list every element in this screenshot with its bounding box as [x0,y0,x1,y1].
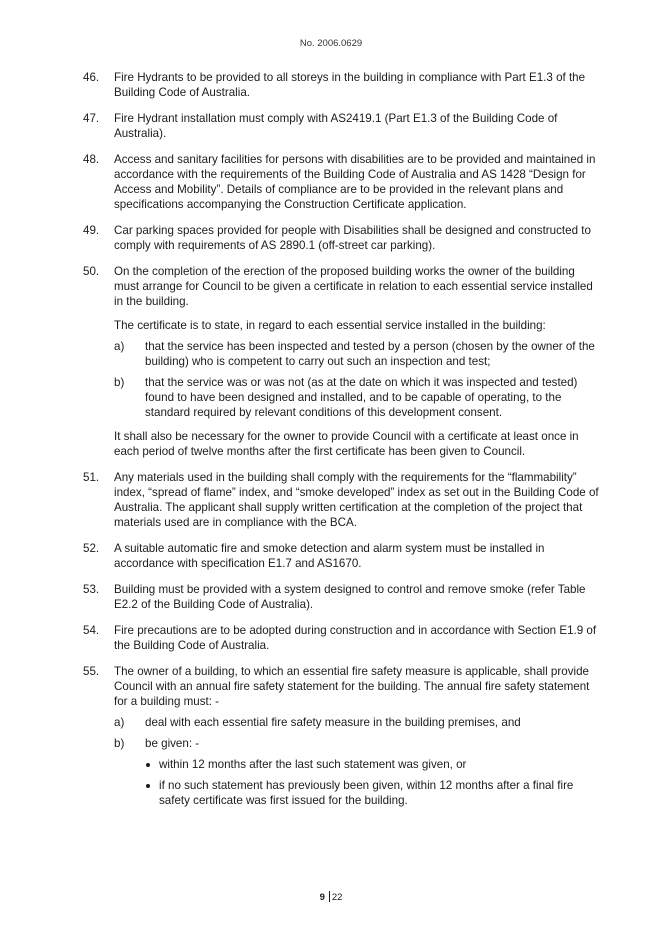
condition-item [83,152,603,212]
bullet-text: if no such statement has previously been given, within 12 months after a final fire safety certificate was first issued for the building. [159,779,574,807]
sub-item-text: that the service was or was not (as at the date on which it was inspected and tested) found to have been designed and installed, and to be capable of operating, to the standard required by relevant conditions of this development consent. [145,376,578,419]
page-total: 22 [331,892,343,903]
sub-item [114,736,603,808]
sub-item-text: that the service has been inspected and tested by a person (chosen by the owner of the building) who is competent to carry out such an inspection and test; [145,340,595,368]
condition-item [83,470,603,530]
condition-number: 50. [83,265,100,278]
bullet-text: within 12 months after the last such statement was given, or [159,758,467,771]
sub-item-label: a) [114,716,125,729]
sub-item-label: b) [114,737,125,750]
sub-item-label: a) [114,340,125,353]
bullet-item [145,757,603,772]
condition-item [83,223,603,253]
condition-item [83,623,603,653]
sub-item [114,715,603,730]
page-separator [329,891,330,902]
condition-text: Access and sanitary facilities for persons with disabilities are to be provided and maintained in accordance with the requirements of the Building Code of Australia and AS 1428 “Design for Access and Mobility”. Details of compliance are to be provided in the relevant plans and specifications accompanying the Construction Certificate application. [114,153,596,211]
condition-item [83,111,603,141]
condition-number: 46. [83,71,100,84]
sub-item-text: be given: - [145,737,200,750]
page-footer [0,890,662,905]
page-number: 9 [319,892,325,903]
condition-item [83,541,603,571]
condition-item [83,70,603,100]
condition-item [83,264,603,459]
condition-number: 47. [83,112,100,125]
bullet-item [145,778,603,808]
sub-item [114,339,603,369]
bullet-icon [146,763,150,767]
conditions-list [83,70,603,819]
condition-item [83,664,603,808]
condition-text: Any materials used in the building shall comply with the requirements for the “flammability” index, “spread of flame” index, and “smoke developed” index as set out in the Building Code of Australia. The applicant shall supply written certification at the completion of the project that materials used are in compliance with the BCA. [114,471,599,529]
condition-number: 52. [83,542,100,555]
condition-item [83,582,603,612]
condition-text: Fire precautions are to be adopted during construction and in accordance with Section E1.9 of the Building Code of Australia. [114,624,597,652]
condition-number: 48. [83,153,100,166]
bullet-icon [146,784,150,788]
condition-number: 49. [83,224,100,237]
condition-text: Car parking spaces provided for people with Disabilities shall be designed and constructed to comply with requirements of AS 2890.1 (off-street car parking). [114,224,591,252]
sub-item [114,375,603,420]
condition-text: Fire Hydrants to be provided to all storeys in the building in compliance with Part E1.3 of the Building Code of Australia. [114,71,586,99]
condition-text: The owner of a building, to which an essential fire safety measure is applicable, shall provide Council with an annual fire safety statement for the building. The annual fire safety statement for a building must: - [114,665,590,708]
condition-number: 51. [83,471,100,484]
document-number: No. 2006.0629 [299,38,363,49]
sub-item-label: b) [114,376,125,389]
condition-text: Fire Hydrant installation must comply with AS2419.1 (Part E1.3 of the Building Code of Australia). [114,112,558,140]
condition-text: Building must be provided with a system designed to control and remove smoke (refer Table E2.2 of the Building Code of Australia). [114,583,586,611]
condition-number: 55. [83,665,100,678]
sub-item-text: deal with each essential fire safety measure in the building premises, and [145,716,521,729]
condition-paragraph: The certificate is to state, in regard to each essential service installed in the building: [114,319,546,332]
condition-text: A suitable automatic fire and smoke detection and alarm system must be installed in accordance with specification E1.7 and AS1670. [114,542,545,570]
condition-paragraph: It shall also be necessary for the owner to provide Council with a certificate at least once in each period of twelve months after the first certificate has been given to Council. [114,430,579,458]
condition-text: On the completion of the erection of the proposed building works the owner of the building must arrange for Council to be given a certificate in relation to each essential service installed in the building. [114,265,593,308]
condition-number: 53. [83,583,100,596]
condition-number: 54. [83,624,100,637]
